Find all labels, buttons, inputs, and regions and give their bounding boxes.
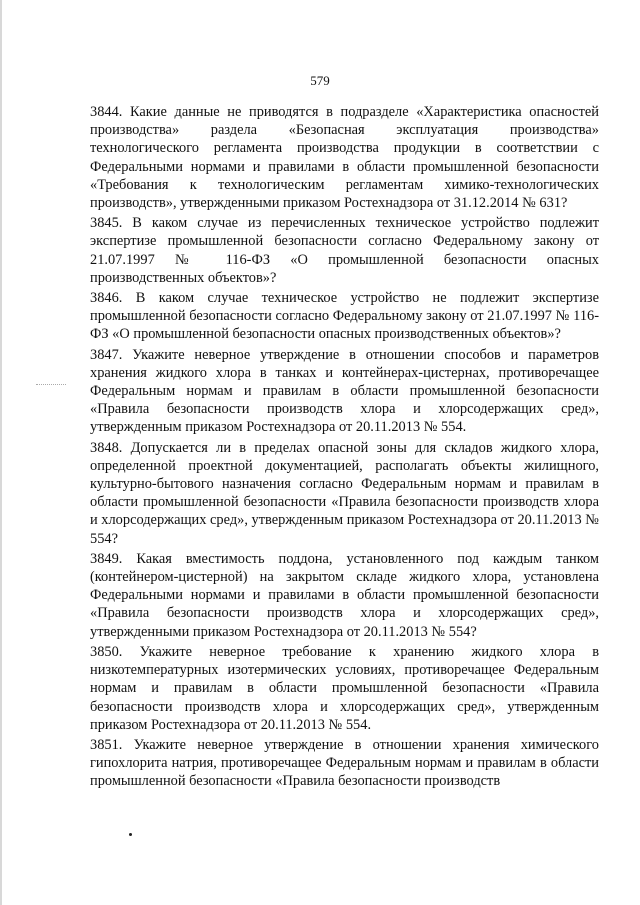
question-3846: 3846. В каком случае техническое устройство не подлежит экспертизе промышленной безопасности согласно Федеральному закону от 21.07.1997 № 116-ФЗ «О промышленной безопасности опасных производственных объектов»? xyxy=(90,290,599,343)
question-3845: 3845. В каком случае из перечисленных техническое устройство подлежит экспертизе промышленной безопасности согласно Федеральному закону от 21.07.1997 № 116-ФЗ «О промышленной безопасности опасных производственных объектов»? xyxy=(90,215,599,286)
question-3850: 3850. Укажите неверное требование к хранению жидкого хлора в низкотемпературных изотермических условиях, противоречащее Федеральным нормам и правилам в области промышленной безопасности «Правила безопасности производств хлора и хлорсодержащих сред», утвержденным приказом Ростехнадзора от 20.11.2013 № 554. xyxy=(90,643,599,733)
question-3844: 3844. Какие данные не приводятся в подразделе «Характеристика опасностей производства» раздела «Безопасная эксплуатация производства» технологического регламента производства продукции в соответствии с Федеральными нормами и правилами в области промышленной безопасности «Требования к технологическим регламентам химико-технологических производств», утвержденными приказом Ростехнадзора от 31.12.2014 № 631? xyxy=(90,104,599,212)
question-3849: 3849. Какая вместимость поддона, установленного под каждым танком (контейнером-цистерной) на закрытом складе жидкого хлора, установлена Федеральными нормами и правилами в области промышленной безопасности «Правила безопасности производств хлора и хлорсодержащих сред», утвержденными приказом Ростехнадзора от 20.11.2013 № 554? xyxy=(90,550,599,640)
question-3848: 3848. Допускается ли в пределах опасной зоны для складов жидкого хлора, определенной проектной документацией, располагать объекты жилищного, культурно-бытового назначения согласно Федеральным нормам и правилам в области промышленной безопасности «Правила безопасности производств хлора и хлорсодержащих сред», утвержденным приказом Ростехнадзора от 20.11.2013 № 554? xyxy=(90,439,599,547)
margin-mark xyxy=(36,384,66,388)
page-number: 579 xyxy=(310,73,330,88)
scan-left-edge xyxy=(0,0,2,905)
question-3851: 3851. Укажите неверное утверждение в отношении хранения химического гипохлорита натрия, противоречащее Федеральным нормам и правилам в области промышленной безопасности «Правила безопасности производств xyxy=(90,736,599,790)
document-body xyxy=(90,103,599,793)
question-3847: 3847. Укажите неверное утверждение в отношении способов и параметров хранения жидкого хлора в танках и контейнерах-цистернах, противоречащее Федеральным нормам и правилам в области промышленной безопасности «Правила безопасности производств хлора и хлорсодержащих сред», утвержденным приказом Ростехнадзора от 20.11.2013 № 554. xyxy=(90,346,599,436)
scan-dot xyxy=(129,833,132,836)
